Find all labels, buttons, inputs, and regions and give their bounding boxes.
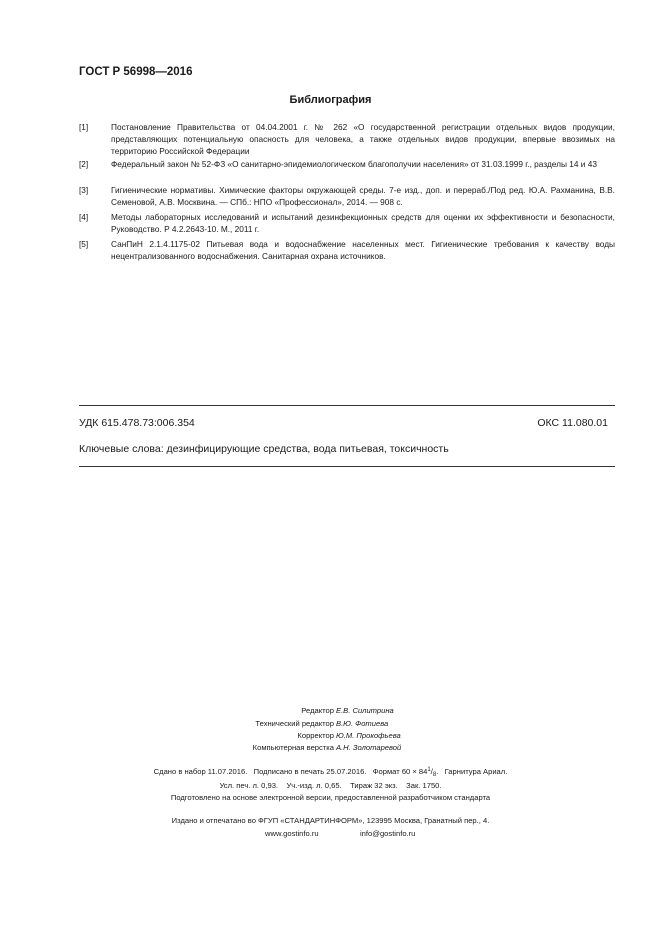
- bibliography-item-number: [3]: [79, 185, 89, 195]
- bibliography-item-text: Федеральный закон № 52-ФЗ «О санитарно-эпидемиологическом благополучии населения» от 31.03.1999 г., разделы 14 и 43: [111, 159, 597, 169]
- format-fraction-numerator: 1: [427, 767, 431, 773]
- credit-name: Ю.М. Прокофьева: [336, 731, 401, 740]
- divider-top: [79, 405, 615, 406]
- bibliography-item: [79, 184, 615, 208]
- imprint-line-3: Подготовлено на основе электронной версии, предоставленной разработчиком стандарта: [170, 793, 491, 802]
- imprint-line-2: Усл. печ. л. 0,93. Уч.-изд. л. 0,65. Тираж 32 экз. Зак. 1750.: [219, 781, 442, 790]
- bibliography-item-text: Постановление Правительства от 04.04.2001 г. № 262 «О государственной регистрации отдельных видов продукции, представляющих потенциальную опасность для человека, а также отдельных видов продукции, впервые ввозимых на территорию Российской Федерации: [111, 122, 615, 156]
- credit-label: Корректор: [297, 731, 334, 740]
- website-link[interactable]: www.gostinfo.ru: [265, 829, 319, 838]
- credit-name: А.Н. Золотаревой: [336, 743, 402, 752]
- bibliography-item: [79, 121, 615, 157]
- bibliography-item-number: [2]: [79, 159, 89, 169]
- imprint-typeface: . Гарнитура Ариал.: [436, 767, 508, 776]
- standard-number-header: ГОСТ Р 56998—2016: [79, 66, 193, 78]
- divider-bottom: [79, 466, 615, 467]
- keywords: Ключевые слова: дезинфицирующие средства, вода питьевая, токсичность: [79, 443, 449, 455]
- bibliography-title: Библиография: [289, 94, 372, 106]
- publisher-line: Издано и отпечатано во ФГУП «СТАНДАРТИНФОРМ», 123995 Москва, Гранатный пер., 4.: [171, 816, 490, 825]
- credit-name: Е.В. Силитрина: [336, 706, 394, 715]
- imprint-dates-format: Сдано в набор 11.07.2016. Подписано в печать 25.07.2016. Формат 60 × 84: [153, 767, 428, 776]
- bibliography-item-number: [1]: [79, 122, 89, 132]
- credit-name: В.Ю. Фотиева: [336, 719, 389, 728]
- credit-label: Редактор: [301, 706, 334, 715]
- bibliography-item: [79, 238, 615, 262]
- format-fraction-denominator: 8: [432, 772, 437, 778]
- bibliography-item: [79, 211, 615, 235]
- credit-label: Технический редактор: [255, 719, 334, 728]
- credit-label: Компьютерная верстка: [252, 743, 334, 752]
- udk-code: УДК 615.478.73:006.354: [79, 417, 195, 429]
- bibliography-item-text: СанПиН 2.1.4.1175-02 Питьевая вода и водоснабжение населенных мест. Гигиенические требования к качеству воды нецентрализованного водоснабжения. Санитарная охрана источников.: [111, 239, 615, 261]
- bibliography-item: [79, 158, 615, 170]
- bibliography-item-text: Методы лабораторных исследований и испытаний дезинфекционных средств для оценки их эффективности и безопасности, Руководство. Р 4.2.2643-10. М., 2011 г.: [111, 212, 615, 234]
- bibliography-item-number: [4]: [79, 212, 89, 222]
- oks-code: ОКС 11.080.01: [537, 417, 608, 429]
- bibliography-item-number: [5]: [79, 239, 89, 249]
- bibliography-item-text: Гигиенические нормативы. Химические факторы окружающей среды. 7-е изд., доп. и перераб./Под ред. Ю.А. Рахманина, В.В. Семеновой, А.В. Москвина. — СПб.: НПО «Профессионал», 2014. — 908 с.: [111, 185, 615, 207]
- email-link[interactable]: info@gostinfo.ru: [360, 829, 416, 838]
- imprint-line-1: Сдано в набор 11.07.2016. Подписано в печать 25.07.2016. Формат $60 \times 84^1/_8$. Гарнитура Ариал.: [153, 767, 508, 778]
